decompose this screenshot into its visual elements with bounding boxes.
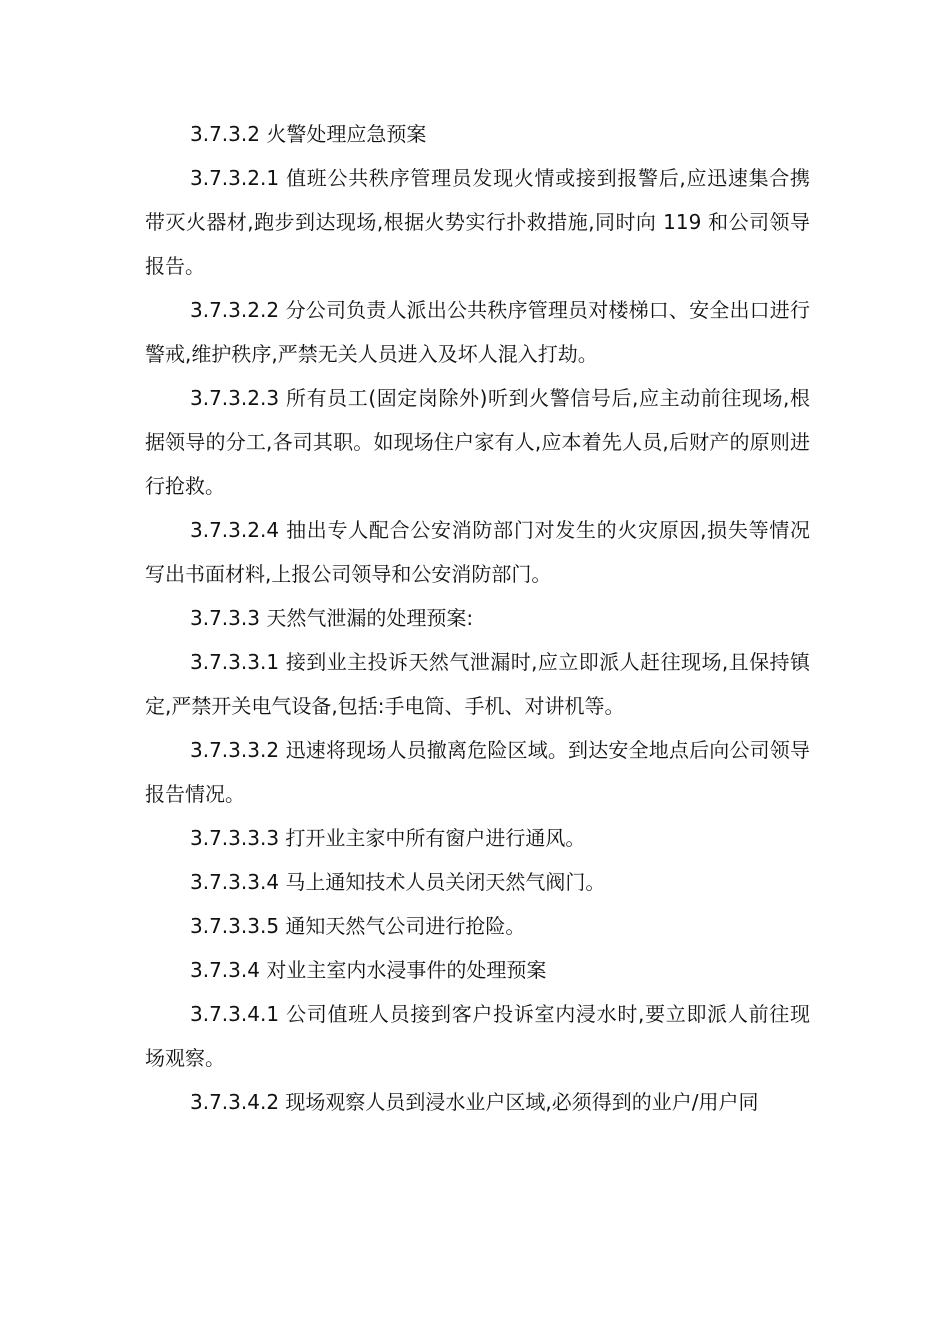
- paragraph-gas-5: 3.7.3.3.5 通知天然气公司进行抢险。: [190, 914, 526, 938]
- paragraph-fire-1: 3.7.3.2.1 值班公共秩序管理员发现火情或接到报警后,应迅速集合携带灭火器材,跑步到达现场,根据火势实行扑救措施,同时向 119 和公司领导报告。: [145, 166, 810, 278]
- heading-gas-leak-plan: 3.7.3.3 天然气泄漏的处理预案:: [190, 606, 474, 630]
- paragraph-gas-1: 3.7.3.3.1 接到业主投诉天然气泄漏时,应立即派人赶往现场,且保持镇定,严禁开关电气设备,包括:手电筒、手机、对讲机等。: [145, 650, 810, 718]
- heading-fire-plan: 3.7.3.2 火警处理应急预案: [190, 122, 427, 146]
- document-body: [145, 112, 810, 1124]
- paragraph-gas-2: 3.7.3.3.2 迅速将现场人员撤离危险区域。到达安全地点后向公司领导报告情况。: [145, 738, 810, 806]
- paragraph-water-1: 3.7.3.4.1 公司值班人员接到客户投诉室内浸水时,要立即派人前往现场观察。: [145, 1002, 810, 1070]
- paragraph-water-2: 3.7.3.4.2 现场观察人员到浸水业户区域,必须得到的业户/用户同: [190, 1090, 759, 1114]
- paragraph-fire-2: 3.7.3.2.2 分公司负责人派出公共秩序管理员对楼梯口、安全出口进行警戒,维护秩序,严禁无关人员进入及坏人混入打劫。: [145, 298, 810, 366]
- paragraph-gas-3: 3.7.3.3.3 打开业主家中所有窗户进行通风。: [190, 826, 586, 850]
- heading-water-plan: 3.7.3.4 对业主室内水浸事件的处理预案: [190, 958, 547, 982]
- paragraph-gas-4: 3.7.3.3.4 马上通知技术人员关闭天然气阀门。: [190, 870, 606, 894]
- paragraph-fire-3: 3.7.3.2.3 所有员工(固定岗除外)听到火警信号后,应主动前往现场,根据领导的分工,各司其职。如现场住户家有人,应本着先人员,后财产的原则进行抢救。: [145, 386, 810, 498]
- paragraph-fire-4: 3.7.3.2.4 抽出专人配合公安消防部门对发生的火灾原因,损失等情况写出书面材料,上报公司领导和公安消防部门。: [145, 518, 810, 586]
